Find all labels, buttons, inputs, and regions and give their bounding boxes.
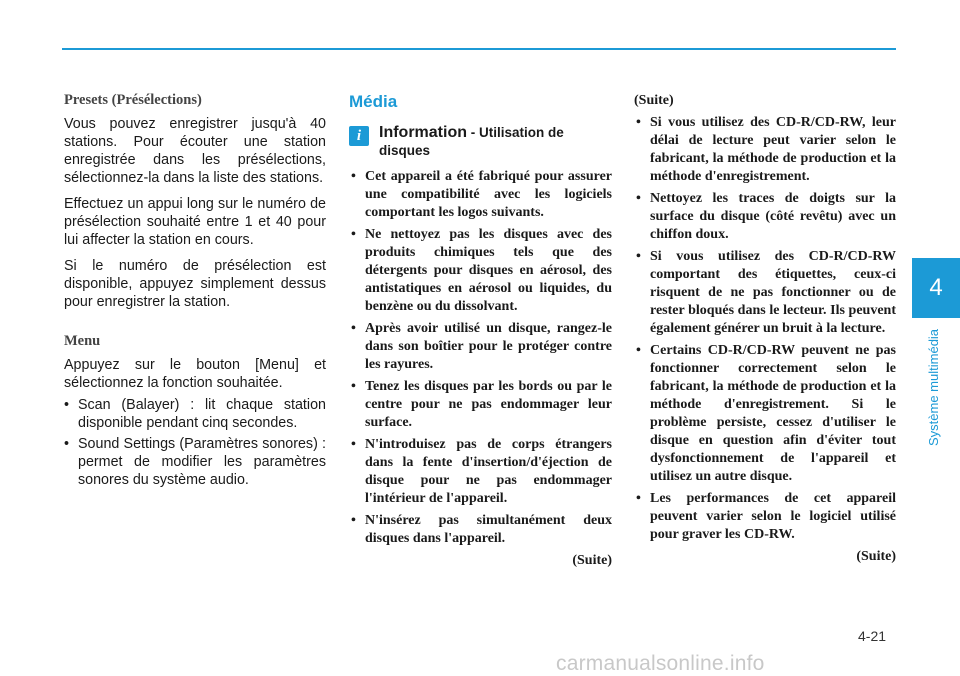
list-item: • Les performances de cet appareil peuvent varier selon le logiciel utilisé pour graver les CD-RW. bbox=[634, 490, 896, 544]
chapter-title: Système multimédia bbox=[926, 328, 941, 446]
presets-paragraph-2: Effectuez un appui long sur le numéro de présélection souhaité entre 1 et 40 pour lui affecter la station en cours. bbox=[64, 196, 326, 248]
header-rule bbox=[62, 48, 896, 50]
chapter-number: 4 bbox=[929, 274, 943, 301]
suite-label-bottom: (Suite) bbox=[856, 549, 896, 564]
list-item: • Si vous utilisez des CD-R/CD-RW comportant des étiquettes, ceux-ci risquent de ne pas fonctionner ou de rester bloqués dans le lecteur. Ils peuvent également générer un bruit à la lecture. bbox=[634, 248, 896, 338]
list-item: • Cet appareil a été fabriqué pour assurer une compatibilité avec les logiciels comportant les logos suivants. bbox=[349, 168, 612, 222]
information-subtitle: - Utilisation de disques bbox=[379, 125, 564, 158]
left-column bbox=[64, 92, 326, 492]
disc-usage-list bbox=[349, 168, 612, 548]
list-item: • Sound Settings (Paramètres sonores) : permet de modifier les paramètres sonores du système audio. bbox=[64, 435, 326, 489]
right-column bbox=[634, 92, 896, 566]
disc-usage-list-continued bbox=[634, 114, 896, 544]
list-item: • Ne nettoyez pas les disques avec des produits chimiques tels que des détergents pour disques en aérosol, des antistatiques en aérosol ou liquides, du benzène ou du dissolvant. bbox=[349, 226, 612, 316]
list-item: • Nettoyez les traces de doigts sur la surface du disque (côté revêtu) avec un chiffon doux. bbox=[634, 190, 896, 244]
info-icon: i bbox=[349, 126, 369, 146]
chapter-number-tab bbox=[912, 258, 960, 318]
list-item: • Scan (Balayer) : lit chaque station disponible pendant cinq secondes. bbox=[64, 396, 326, 432]
section-title-media: Média bbox=[349, 92, 398, 111]
suite-label: (Suite) bbox=[572, 553, 612, 568]
presets-paragraph-1: Vous pouvez enregistrer jusqu'à 40 stations. Pour écouter une station enregistrée dans les présélections, sélectionnez-la dans la liste des stations. bbox=[64, 116, 326, 186]
information-box bbox=[349, 124, 612, 160]
middle-column bbox=[349, 92, 612, 570]
list-item: • Si vous utilisez des CD-R/CD-RW, leur délai de lecture peut varier selon le fabricant, la méthode de production et la méthode d'enregistrement. bbox=[634, 114, 896, 186]
list-item: • N'insérez pas simultanément deux disques dans l'appareil. bbox=[349, 512, 612, 548]
information-title bbox=[379, 124, 612, 160]
list-item: • N'introduisez pas de corps étrangers dans la fente d'insertion/d'éjection de disque pour ne pas endommager l'intérieur de l'appareil. bbox=[349, 436, 612, 508]
watermark-text: carmanualsonline.info bbox=[556, 652, 765, 675]
menu-heading: Menu bbox=[64, 333, 101, 349]
menu-list bbox=[64, 396, 326, 489]
presets-heading: Presets (Présélections) bbox=[64, 92, 202, 108]
list-item: • Après avoir utilisé un disque, rangez-le dans son boîtier pour le protéger contre les rayures. bbox=[349, 320, 612, 374]
list-item: • Certains CD-R/CD-RW peuvent ne pas fonctionner correctement selon le fabricant, la méthode de production et la méthode d'enregistrement. Si le problème persiste, cessez d'utiliser le disque en question afin d'éviter tout dysfonctionnement de l'appareil et utilisez un autre disque. bbox=[634, 342, 896, 486]
list-item: • Tenez les disques par les bords ou par le centre pour ne pas endommager leur surface. bbox=[349, 378, 612, 432]
menu-paragraph: Appuyez sur le bouton [Menu] et sélectionnez la fonction souhaitée. bbox=[64, 357, 326, 391]
information-label: Information bbox=[379, 124, 467, 141]
presets-paragraph-3: Si le numéro de présélection est disponible, appuyez simplement dessus pour enregistrer la station. bbox=[64, 258, 326, 310]
page-number: 4-21 bbox=[858, 628, 887, 644]
suite-label-top: (Suite) bbox=[634, 93, 674, 108]
